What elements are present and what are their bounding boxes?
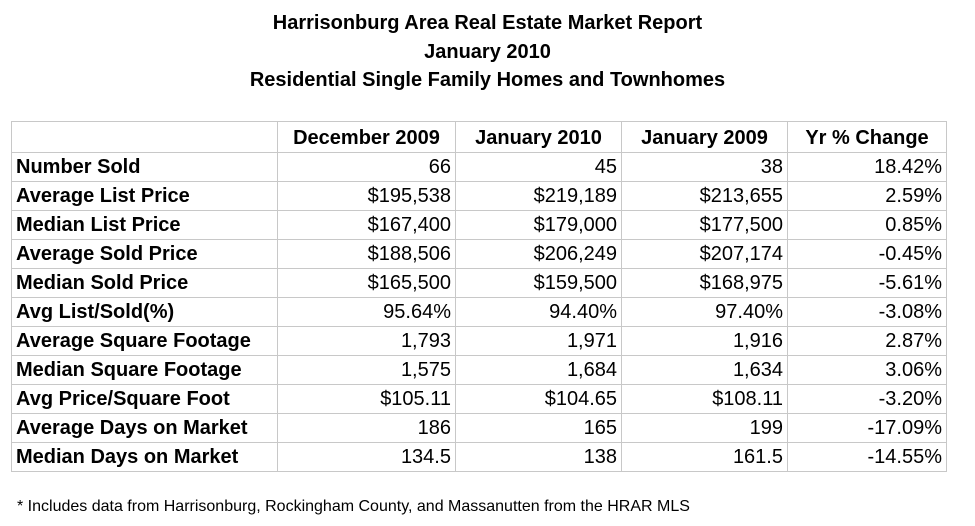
column-header-yr-change: Yr % Change [788, 122, 947, 153]
cell-december-2009: $188,506 [278, 240, 456, 269]
cell-january-2010: 45 [456, 153, 622, 182]
table-row [12, 240, 947, 269]
cell-december-2009: $105.11 [278, 385, 456, 414]
footnote: * Includes data from Harrisonburg, Rockingham County, and Massanutten from the HRAR MLS [17, 498, 690, 515]
cell-january-2009: $177,500 [622, 211, 788, 240]
row-label: Median Square Footage [12, 356, 278, 385]
market-report-table [11, 121, 947, 472]
row-label: Avg Price/Square Foot [12, 385, 278, 414]
cell-january-2009: 97.40% [622, 298, 788, 327]
cell-yr-change: 0.85% [788, 211, 947, 240]
row-label: Average List Price [12, 182, 278, 211]
cell-january-2010: $104.65 [456, 385, 622, 414]
column-header-january-2010: January 2010 [456, 122, 622, 153]
row-label: Number Sold [12, 153, 278, 182]
cell-january-2009: 161.5 [622, 443, 788, 472]
table-row [12, 443, 947, 472]
cell-yr-change: -17.09% [788, 414, 947, 443]
cell-january-2010: 1,971 [456, 327, 622, 356]
table-row [12, 182, 947, 211]
cell-yr-change: 2.87% [788, 327, 947, 356]
cell-december-2009: $167,400 [278, 211, 456, 240]
cell-december-2009: $165,500 [278, 269, 456, 298]
cell-december-2009: 1,793 [278, 327, 456, 356]
cell-january-2009: $168,975 [622, 269, 788, 298]
cell-january-2009: 199 [622, 414, 788, 443]
column-header-metric [12, 122, 278, 153]
table-row [12, 153, 947, 182]
cell-january-2010: 138 [456, 443, 622, 472]
cell-january-2009: $207,174 [622, 240, 788, 269]
cell-january-2010: $206,249 [456, 240, 622, 269]
table-header-row [12, 122, 947, 153]
cell-january-2009: 1,634 [622, 356, 788, 385]
cell-december-2009: $195,538 [278, 182, 456, 211]
cell-yr-change: -14.55% [788, 443, 947, 472]
cell-yr-change: 18.42% [788, 153, 947, 182]
row-label: Median Sold Price [12, 269, 278, 298]
report-scope: Residential Single Family Homes and Townhomes [249, 69, 726, 91]
table-row [12, 211, 947, 240]
row-label: Average Square Footage [12, 327, 278, 356]
report-title: Harrisonburg Area Real Estate Market Report [272, 12, 703, 34]
cell-january-2009: 1,916 [622, 327, 788, 356]
cell-yr-change: 3.06% [788, 356, 947, 385]
cell-december-2009: 134.5 [278, 443, 456, 472]
cell-january-2010: $219,189 [456, 182, 622, 211]
row-label: Average Sold Price [12, 240, 278, 269]
cell-january-2010: $159,500 [456, 269, 622, 298]
row-label: Avg List/Sold(%) [12, 298, 278, 327]
table-row [12, 327, 947, 356]
table-row [12, 356, 947, 385]
table-body [12, 153, 947, 472]
report-header [0, 9, 975, 95]
cell-december-2009: 1,575 [278, 356, 456, 385]
cell-january-2010: 1,684 [456, 356, 622, 385]
cell-december-2009: 186 [278, 414, 456, 443]
table-row [12, 269, 947, 298]
table-row [12, 298, 947, 327]
row-label: Median Days on Market [12, 443, 278, 472]
cell-january-2009: $213,655 [622, 182, 788, 211]
cell-january-2009: $108.11 [622, 385, 788, 414]
column-header-december-2009: December 2009 [278, 122, 456, 153]
report-period: January 2010 [424, 40, 551, 63]
cell-yr-change: -0.45% [788, 240, 947, 269]
cell-december-2009: 66 [278, 153, 456, 182]
cell-yr-change: -5.61% [788, 269, 947, 298]
cell-yr-change: 2.59% [788, 182, 947, 211]
cell-january-2010: $179,000 [456, 211, 622, 240]
row-label: Median List Price [12, 211, 278, 240]
cell-january-2010: 94.40% [456, 298, 622, 327]
cell-yr-change: -3.08% [788, 298, 947, 327]
cell-december-2009: 95.64% [278, 298, 456, 327]
row-label: Average Days on Market [12, 414, 278, 443]
table-row [12, 414, 947, 443]
table-row [12, 385, 947, 414]
cell-january-2009: 38 [622, 153, 788, 182]
cell-yr-change: -3.20% [788, 385, 947, 414]
column-header-january-2009: January 2009 [622, 122, 788, 153]
cell-january-2010: 165 [456, 414, 622, 443]
